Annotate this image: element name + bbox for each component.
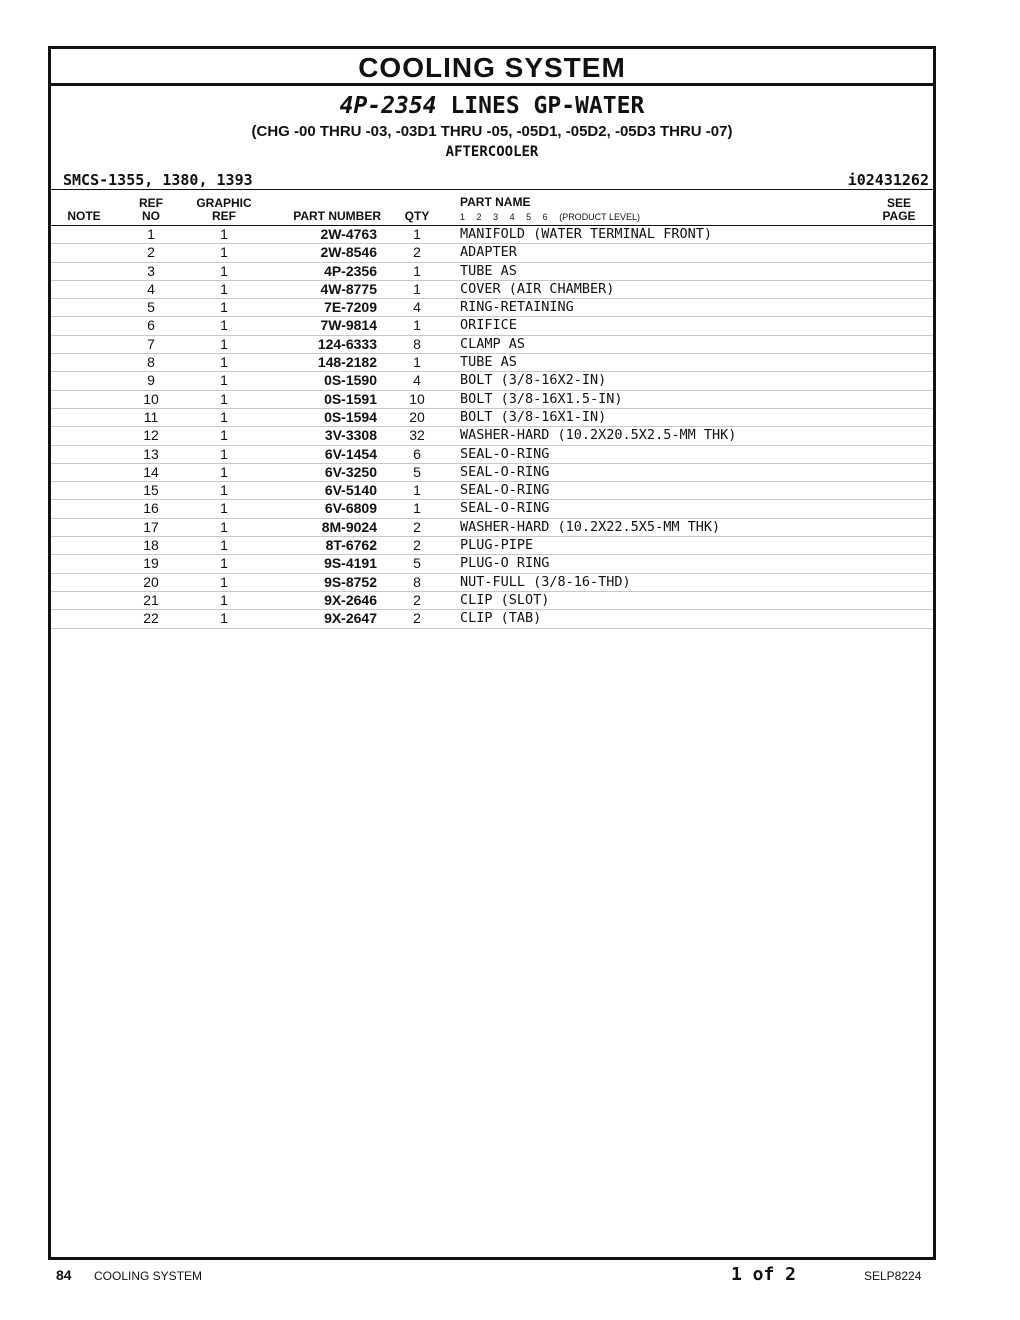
part-number: 9S-8752 — [324, 573, 377, 590]
ref-no: 15 — [143, 482, 159, 499]
part-name: SEAL-O-RING — [460, 482, 550, 499]
product-level-label: (PRODUCT LEVEL) — [559, 212, 641, 222]
part-number: 4W-8775 — [320, 280, 377, 297]
part-name: TUBE AS — [460, 354, 517, 371]
ref-no: 20 — [143, 573, 159, 590]
graphic-ref: 1 — [220, 335, 228, 352]
part-name: NUT-FULL (3/8-16-THD) — [460, 573, 631, 590]
table-row — [51, 519, 933, 537]
graphic-ref: 1 — [220, 591, 228, 608]
table-row — [51, 263, 933, 281]
section-title: COOLING SYSTEM — [51, 49, 933, 86]
qty: 32 — [409, 427, 425, 444]
ref-no: 12 — [143, 427, 159, 444]
qty: 1 — [413, 226, 421, 242]
part-number: 6V-6809 — [324, 500, 377, 517]
part-number: 9X-2646 — [324, 591, 377, 608]
graphic-ref: 1 — [220, 244, 228, 261]
part-name: WASHER-HARD (10.2X22.5X5-MM THK) — [460, 518, 721, 535]
part-name: BOLT (3/8-16X1.5-IN) — [460, 390, 623, 407]
ref-no: 13 — [143, 445, 159, 462]
header-top-rule — [51, 189, 933, 190]
part-name: SEAL-O-RING — [460, 445, 550, 462]
qty: 4 — [413, 299, 421, 316]
ref-no: 9 — [147, 372, 155, 389]
ref-no: 2 — [147, 244, 155, 261]
graphic-ref: 1 — [220, 463, 228, 480]
qty: 1 — [413, 280, 421, 297]
footer-page-of: 1 of 2 — [731, 1264, 797, 1285]
ref-no: 3 — [147, 262, 155, 279]
ref-no: 21 — [143, 591, 159, 608]
header-note: NOTE — [67, 209, 101, 223]
graphic-ref: 1 — [220, 262, 228, 279]
part-name: MANIFOLD (WATER TERMINAL FRONT) — [460, 226, 712, 242]
graphic-ref: 1 — [220, 445, 228, 462]
header-see-bottom: PAGE — [882, 209, 916, 223]
graphic-ref: 1 — [220, 317, 228, 334]
ref-no: 14 — [143, 463, 159, 480]
table-row — [51, 482, 933, 500]
header-part-number: PART NUMBER — [293, 209, 381, 223]
part-number: 124-6333 — [317, 335, 377, 352]
table-row — [51, 555, 933, 573]
graphic-ref: 1 — [220, 482, 228, 499]
footer-page-number: 84 — [56, 1267, 72, 1283]
table-row — [51, 427, 933, 445]
part-number: 8T-6762 — [325, 537, 377, 554]
header-ref-top: REF — [139, 196, 163, 210]
ref-no: 22 — [143, 610, 159, 627]
graphic-ref: 1 — [220, 427, 228, 444]
table-row — [51, 500, 933, 518]
graphic-ref: 1 — [220, 555, 228, 572]
ref-no: 17 — [143, 518, 159, 535]
qty: 8 — [413, 335, 421, 352]
footer-document-id: SELP8224 — [864, 1269, 922, 1283]
level-3: 3 — [493, 212, 499, 222]
ref-no: 18 — [143, 537, 159, 554]
part-name: BOLT (3/8-16X2-IN) — [460, 372, 607, 389]
part-name: SEAL-O-RING — [460, 463, 550, 480]
part-name: BOLT (3/8-16X1-IN) — [460, 408, 607, 425]
ref-no: 1 — [147, 226, 155, 242]
part-name: SEAL-O-RING — [460, 500, 550, 517]
qty: 5 — [413, 555, 421, 572]
ref-no: 10 — [143, 390, 159, 407]
part-number: 8M-9024 — [321, 518, 377, 535]
table-row — [51, 244, 933, 262]
header-graphic-top: GRAPHIC — [196, 196, 252, 210]
ref-no: 6 — [147, 317, 155, 334]
graphic-ref: 1 — [220, 610, 228, 627]
part-number: 9S-4191 — [324, 555, 377, 572]
table-row — [51, 610, 933, 628]
part-name: ORIFICE — [460, 317, 517, 334]
parts-table — [51, 226, 933, 629]
smcs-codes: SMCS-1355, 1380, 1393 — [63, 171, 253, 189]
part-name: COVER (AIR CHAMBER) — [460, 280, 615, 297]
part-number: 0S-1591 — [324, 390, 377, 407]
qty: 2 — [413, 537, 421, 554]
part-number: 0S-1590 — [324, 372, 377, 389]
graphic-ref: 1 — [220, 537, 228, 554]
ref-no: 7 — [147, 335, 155, 352]
qty: 8 — [413, 573, 421, 590]
graphic-ref: 1 — [220, 299, 228, 316]
table-row — [51, 336, 933, 354]
part-number: 7E-7209 — [324, 299, 377, 316]
table-row — [51, 574, 933, 592]
graphic-ref: 1 — [220, 354, 228, 371]
qty: 2 — [413, 610, 421, 627]
table-row — [51, 226, 933, 244]
graphic-ref: 1 — [220, 500, 228, 517]
qty: 1 — [413, 262, 421, 279]
qty: 2 — [413, 518, 421, 535]
table-row — [51, 409, 933, 427]
part-name: PLUG-PIPE — [460, 537, 534, 554]
part-name: CLIP (SLOT) — [460, 591, 550, 608]
table-row — [51, 299, 933, 317]
ref-no: 4 — [147, 280, 155, 297]
part-number: 7W-9814 — [320, 317, 377, 334]
part-name: TUBE AS — [460, 262, 517, 279]
qty: 2 — [413, 591, 421, 608]
part-number: 148-2182 — [317, 354, 377, 371]
ref-no: 5 — [147, 299, 155, 316]
table-row — [51, 372, 933, 390]
level-6: 6 — [542, 212, 548, 222]
ref-no: 11 — [143, 408, 159, 425]
part-number: 6V-3250 — [324, 463, 377, 480]
qty: 1 — [413, 317, 421, 334]
qty: 6 — [413, 445, 421, 462]
parts-page-frame — [48, 46, 936, 1260]
part-number: 2W-8546 — [320, 244, 377, 261]
header-qty: QTY — [404, 209, 430, 223]
part-number: 0S-1594 — [324, 408, 377, 425]
level-5: 5 — [526, 212, 532, 222]
table-row — [51, 464, 933, 482]
product-levels — [460, 212, 649, 222]
table-row — [51, 537, 933, 555]
qty: 1 — [413, 500, 421, 517]
graphic-ref: 1 — [220, 573, 228, 590]
level-1: 1 — [460, 212, 466, 222]
header-graphic-bottom: REF — [212, 209, 236, 223]
part-name: PLUG-O RING — [460, 555, 550, 572]
header-part-name: PART NAME — [460, 195, 531, 209]
header-ref — [131, 197, 171, 223]
group-part-number: 4P-2354 — [339, 93, 437, 119]
qty: 1 — [413, 354, 421, 371]
part-number: 6V-5140 — [324, 482, 377, 499]
part-number: 3V-3308 — [324, 427, 377, 444]
change-levels: (CHG -00 THRU -03, -03D1 THRU -05, -05D1, -05D2, -05D3 THRU -07) — [251, 123, 733, 140]
illustration-id: i02431262 — [847, 171, 929, 189]
group-title — [51, 93, 933, 119]
table-row — [51, 592, 933, 610]
part-name: ADAPTER — [460, 244, 517, 261]
table-row — [51, 281, 933, 299]
level-2: 2 — [476, 212, 482, 222]
group-name: LINES GP-WATER — [450, 93, 645, 119]
ref-no: 8 — [147, 354, 155, 371]
graphic-ref: 1 — [220, 518, 228, 535]
header-graphic-ref — [189, 197, 259, 223]
part-number: 2W-4763 — [320, 226, 377, 242]
part-name: WASHER-HARD (10.2X20.5X2.5-MM THK) — [460, 427, 737, 444]
graphic-ref: 1 — [220, 372, 228, 389]
part-number: 9X-2647 — [324, 610, 377, 627]
part-number: 6V-1454 — [324, 445, 377, 462]
graphic-ref: 1 — [220, 408, 228, 425]
header-see-top: SEE — [886, 196, 911, 210]
part-name: CLIP (TAB) — [460, 610, 542, 627]
table-row — [51, 446, 933, 464]
qty: 4 — [413, 372, 421, 389]
table-row — [51, 391, 933, 409]
qty: 20 — [409, 408, 425, 425]
part-number: 4P-2356 — [324, 262, 377, 279]
graphic-ref: 1 — [220, 390, 228, 407]
graphic-ref: 1 — [220, 226, 228, 242]
group-subtitle: AFTERCOOLER — [445, 144, 539, 160]
level-4: 4 — [509, 212, 515, 222]
qty: 10 — [409, 390, 425, 407]
part-name: CLAMP AS — [460, 335, 526, 352]
ref-no: 19 — [143, 555, 159, 572]
qty: 5 — [413, 463, 421, 480]
header-see-page — [871, 197, 927, 223]
header-ref-bottom: NO — [142, 209, 160, 223]
qty: 2 — [413, 244, 421, 261]
qty: 1 — [413, 482, 421, 499]
ref-no: 16 — [143, 500, 159, 517]
graphic-ref: 1 — [220, 280, 228, 297]
part-name: RING-RETAINING — [460, 299, 574, 316]
footer-section: COOLING SYSTEM — [94, 1269, 203, 1283]
table-row — [51, 317, 933, 335]
table-row — [51, 354, 933, 372]
